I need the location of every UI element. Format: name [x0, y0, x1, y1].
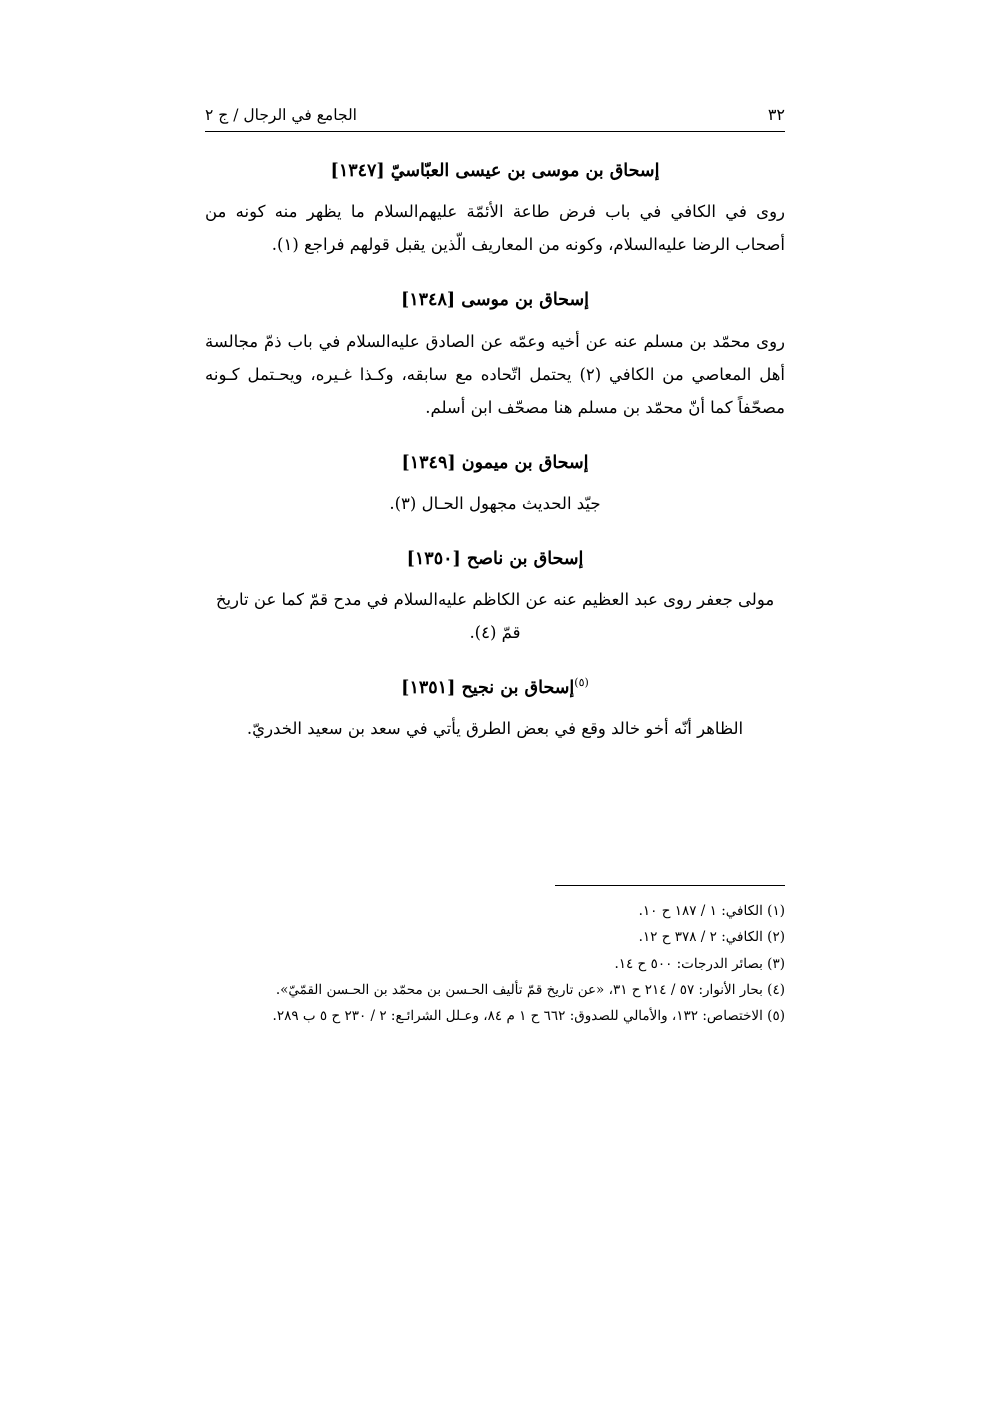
entry-title [205, 287, 785, 313]
entry-1349 [205, 450, 785, 520]
entry-title [205, 546, 785, 572]
entry-1351 [205, 675, 785, 745]
entry-body: روى محمّد بن مسلم عنه عن أخيه وعمّه عن الصادق عليه‌السلام في باب ذمّ مجالسة أهل المعاصي من الكافي (٢) يحتمل اتّحاده مع سابقه، وكـذا غـيره، ويحـتمل كـونه مصحّفاً كما أنّ محمّد بن مسلم هنا مصحّف ابن أسلم. [205, 331, 785, 417]
entry-number: [١٣٥١] [401, 678, 456, 698]
entry-1350 [205, 546, 785, 649]
footnote-item: (١) الكافي: ١ / ١٨٧ ح ١٠. [638, 903, 785, 919]
entry-number: [١٣٤٧] [330, 161, 385, 181]
entry-title [205, 158, 785, 184]
footnote-item: (٣) بصائر الدرجات: ٥٠٠ ح ١٤. [614, 955, 785, 972]
entry-1348 [205, 287, 785, 423]
book-title: الجامع في الرجال / ج ٢ [205, 106, 357, 124]
entry-title [205, 675, 785, 701]
footnote-item: (٤) بحار الأنوار: ٥٧ / ٢١٤ ح ٣١، «عن تاريخ قمّ تأليف الحـسن بن محمّد بن الحـسن القمّيّ». [275, 981, 785, 998]
footnotes-section [205, 885, 785, 1030]
running-header [205, 105, 785, 132]
entry-title-text: إسحاق بن ميمون [461, 452, 589, 473]
footnote-item: (٥) الاختصاص: ١٣٢، والأمالي للصدوق: ٦٦٢ ح ١ م ٨٤، وعـلل الشرائـع: ٢ / ٢٣٠ ح ٥ ب ٢٨٩. [272, 1008, 785, 1025]
entry-title-text: إسحاق بن موسى بن عيسى العبّاسيّ [390, 161, 660, 181]
entry-body: جيّد الحديث مجهول الحـال (٣). [389, 493, 601, 513]
entry-number: [١٣٥٠] [406, 548, 461, 569]
entry-body: مولى جعفر روى عبد العظيم عنه عن الكاظم عليه‌السلام في مدح قمّ كما عن تاريخ قمّ (٤). [215, 590, 775, 642]
page-number: ٣٢ [767, 105, 785, 124]
footnote-item: (٢) الكافي: ٢ / ٣٧٨ ح ١٢. [638, 929, 785, 946]
footnote-separator [555, 885, 785, 886]
entry-title-text: إسحاق بن ناصح [466, 548, 584, 569]
page-content [205, 105, 785, 745]
entry-title [205, 450, 785, 476]
entry-title-superscript: (٥) [574, 676, 589, 690]
entry-number: [١٣٤٩] [401, 452, 456, 473]
entry-title-text: إسحاق بن موسى [461, 290, 590, 311]
entry-title-text: إسحاق بن نجيح [461, 678, 575, 698]
entry-body: روى في الكافي في باب فرض طاعة الأئمّة عليهم‌السلام ما يظهر منه كونه من أصحاب الرضا عليه‌السلام، وكونه من المعاريف الّذين يقبل قولهم فراجع (١). [205, 202, 785, 255]
entry-1347 [205, 158, 785, 261]
entry-number: [١٣٤٨] [400, 290, 456, 311]
entry-body: الظاهر أنّه أخو خالد وقع في بعض الطرق يأتي في سعد بن سعيد الخدريّ. [246, 719, 744, 739]
